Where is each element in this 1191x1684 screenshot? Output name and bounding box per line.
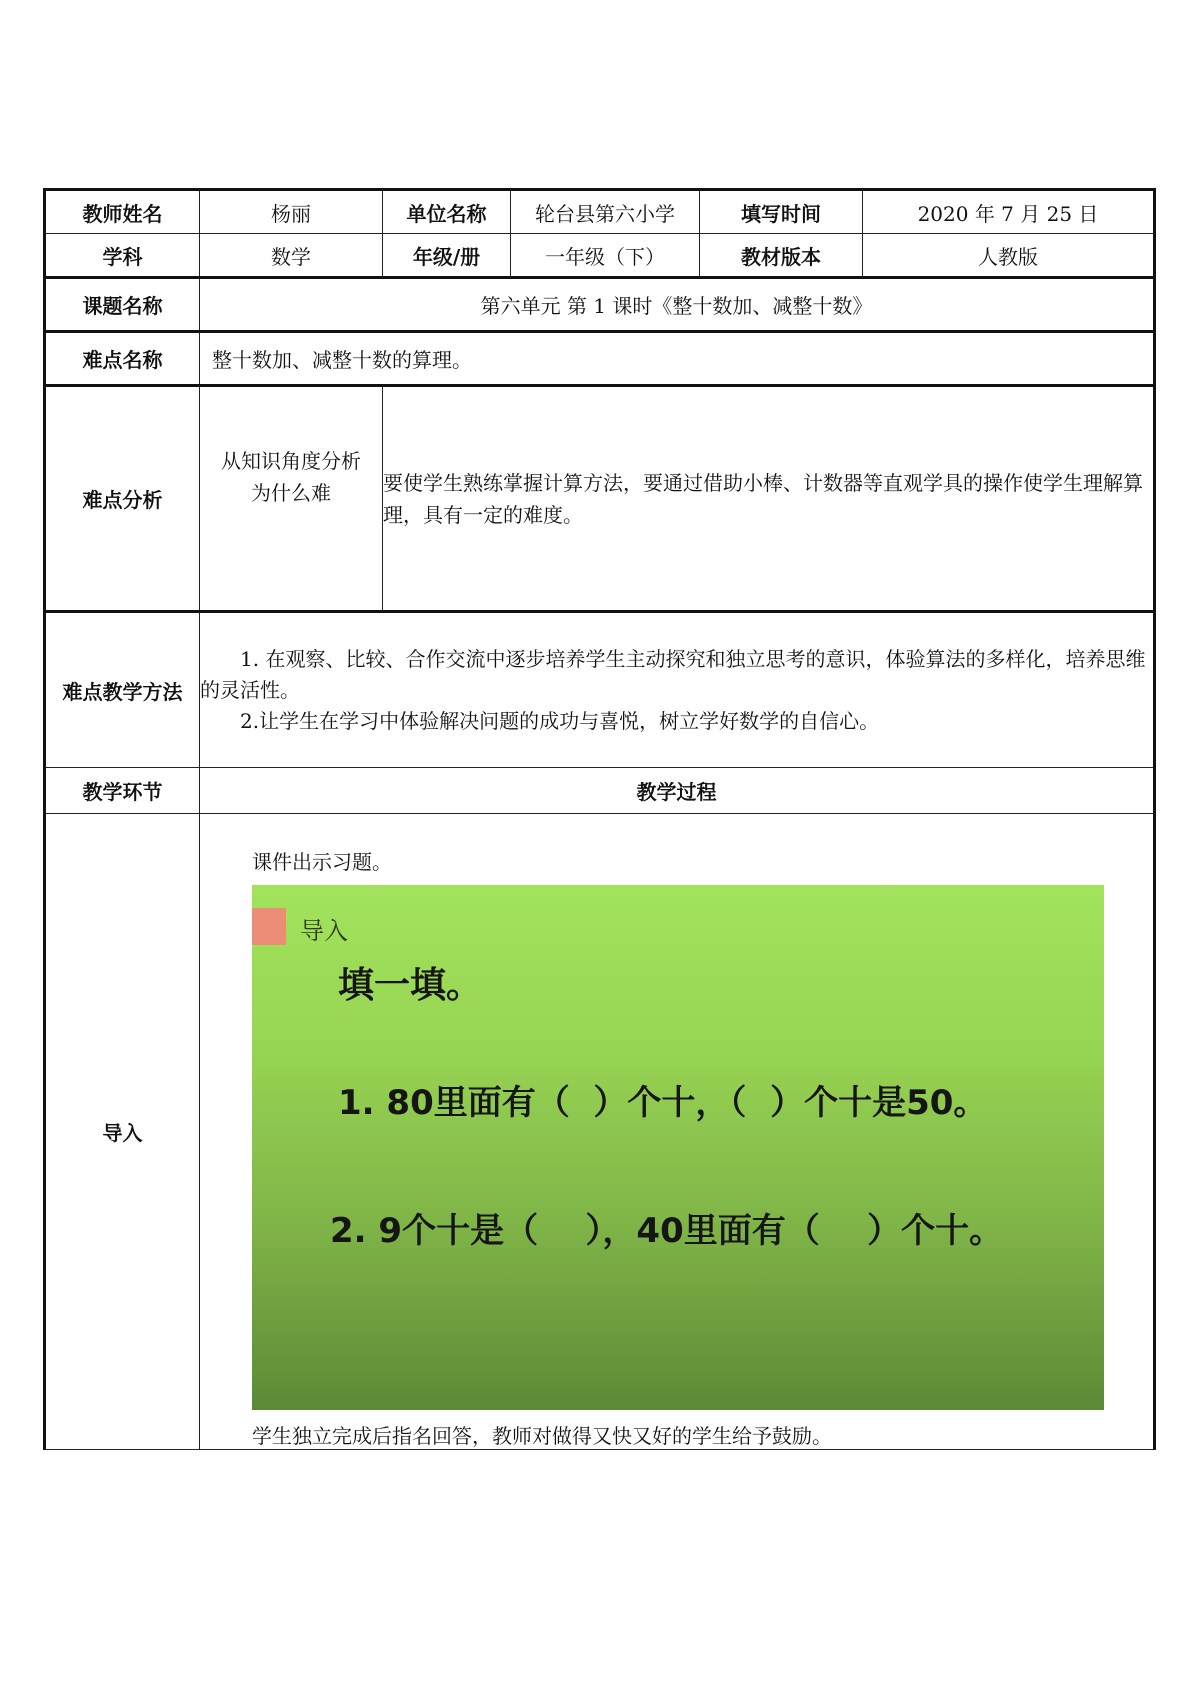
intro-content (200, 814, 1155, 1450)
topic-value: 第六单元 第 1 课时《整十数加、减整十数》 (200, 278, 1155, 332)
subject-value: 数学 (200, 234, 383, 278)
teacher-label: 教师姓名 (45, 190, 200, 234)
slide-title: 填一填。 (338, 965, 483, 1006)
lesson-plan-table (43, 188, 1156, 1450)
topic-label: 课题名称 (45, 278, 200, 332)
intro-row (45, 814, 1155, 1450)
grade-value: 一年级（下） (511, 234, 700, 278)
intro-after-text: 学生独立完成后指名回答，教师对做得又快又好的学生给予鼓励。 (252, 1424, 832, 1448)
lesson-plan-sheet (43, 188, 1153, 1450)
analysis-content: 要使学生熟练掌握计算方法，要通过借助小棒、计数器等直观学具的操作使学生理解算理，具有一定的难度。 (383, 386, 1155, 612)
slide-question-2: 2. 9个十是（ ），40里面有（ ）个十。 (330, 1211, 1004, 1251)
process-header-row (45, 768, 1155, 814)
teacher-value: 杨丽 (200, 190, 383, 234)
topic-row (45, 278, 1155, 332)
slide-question-1: 1. 80里面有（ ）个十，（ ）个十是50。 (338, 1083, 988, 1123)
analysis-angle (200, 386, 383, 612)
date-value: 2020 年 7 月 25 日 (863, 190, 1155, 234)
analysis-angle-line1: 从知识角度分析 (221, 448, 361, 473)
info-row-2 (45, 234, 1155, 278)
process-label: 教学过程 (200, 768, 1155, 814)
unit-value: 轮台县第六小学 (511, 190, 700, 234)
method-row (45, 612, 1155, 768)
subject-label: 学科 (45, 234, 200, 278)
grade-label: 年级/册 (383, 234, 511, 278)
method-content (200, 612, 1155, 768)
analysis-label: 难点分析 (45, 386, 200, 612)
difficulty-row (45, 332, 1155, 386)
date-label: 填写时间 (700, 190, 863, 234)
intro-before-text: 课件出示习题。 (252, 850, 392, 874)
method-item-2: 2.让学生在学习中体验解决问题的成功与喜悦，树立学好数学的自信心。 (240, 708, 880, 733)
info-row-1 (45, 190, 1155, 234)
unit-label: 单位名称 (383, 190, 511, 234)
method-item-1: 1. 在观察、比较、合作交流中逐步培养学生主动探究和独立思考的意识，体验算法的多样化，培养思维的灵活性。 (200, 646, 1146, 702)
intro-label: 导入 (45, 814, 200, 1450)
stage-label: 教学环节 (45, 768, 200, 814)
slide-tag: 导入 (300, 917, 348, 945)
analysis-row (45, 386, 1155, 612)
analysis-angle-line2: 为什么难 (251, 480, 331, 505)
exercise-slide (252, 885, 1104, 1410)
difficulty-value: 整十数加、减整十数的算理。 (200, 332, 1155, 386)
method-label: 难点教学方法 (45, 612, 200, 768)
edition-value: 人教版 (863, 234, 1155, 278)
slide-marker (252, 908, 286, 945)
difficulty-label: 难点名称 (45, 332, 200, 386)
edition-label: 教材版本 (700, 234, 863, 278)
